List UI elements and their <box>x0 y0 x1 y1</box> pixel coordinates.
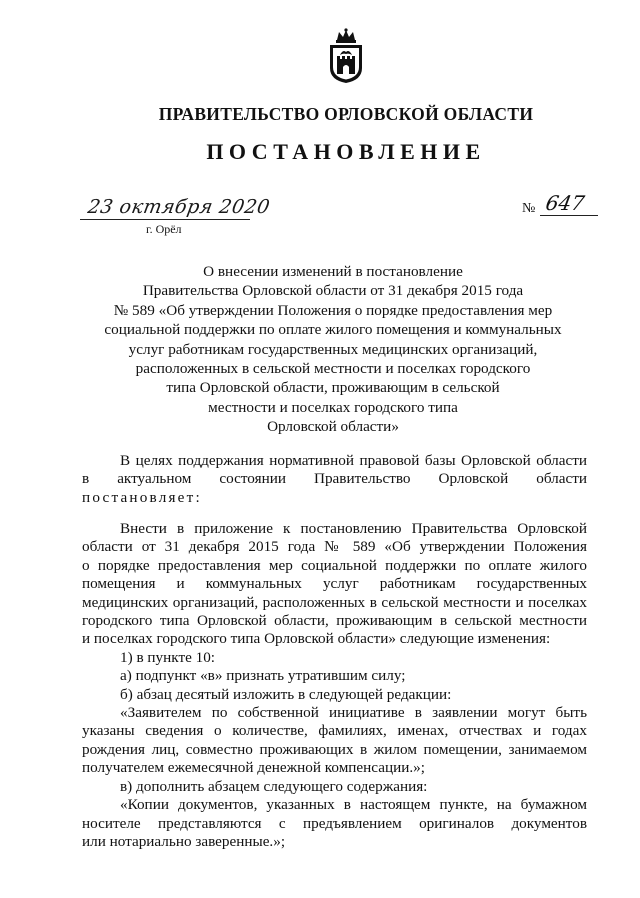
item-subpoint-a: а) подпункт «в» признать утратившим силу; <box>120 667 406 685</box>
handwritten-number: 647 <box>543 191 587 215</box>
paragraph-line: и поселках городского типа Орловской области» следующие изменения: <box>82 630 551 648</box>
document-type-title: ПОСТАНОВЛЕНИЕ <box>206 139 486 164</box>
handwritten-date: 23 октября 2020 <box>86 196 272 218</box>
date-underline <box>80 219 250 220</box>
paragraph-line: городского типа Орловской области, проживающим в сельской местности <box>82 612 587 630</box>
number-label: № <box>522 201 536 216</box>
preamble-paragraph <box>82 452 587 507</box>
paragraph-line: медицинских организаций, расположенных в сельской местности и поселках <box>82 593 587 611</box>
preamble-line: в актуальном состоянии Правительство Орловской области <box>82 470 587 488</box>
quote-line: «Заявителем по собственной инициативе в заявлении могут быть <box>120 704 587 722</box>
quote-line: указаны сведения о количестве, фамилиях, именах, отчествах и годах <box>82 722 587 740</box>
paragraph-line: о порядке предоставления мер социальной поддержки по оплате жилого <box>82 556 587 574</box>
subject-line: услуг работникам государственных медицинских организаций, <box>128 340 538 358</box>
item-subpoint-b: б) абзац десятый изложить в следующей редакции: <box>120 685 452 703</box>
quote-line: или нотариально заверенные.»; <box>82 832 286 850</box>
item-subpoint-v: в) дополнить абзацем следующего содержания: <box>120 777 428 795</box>
quote-line: носителе представляются с предъявлением оригиналов документов <box>82 814 587 832</box>
subject-line: Правительства Орловской области от 31 декабря 2015 года <box>142 282 524 300</box>
subject-line: Орловской области» <box>267 418 399 436</box>
preamble-line: постановляет: <box>82 488 202 506</box>
subject-line: № 589 «Об утверждении Положения о порядке предоставления мер <box>113 301 553 319</box>
number-underline <box>540 215 598 216</box>
quote-line: рождения лиц, совместно проживающих в жилом помещении, занимаемом <box>82 740 587 758</box>
subject-line: социальной поддержки по оплате жилого помещения и коммунальных <box>104 321 562 339</box>
paragraph-line: Внести в приложение к постановлению Правительства Орловской <box>120 520 587 537</box>
item-point-10: 1) в пункте 10: <box>120 648 216 666</box>
subject-line: расположенных в сельской местности и поселках городского <box>135 360 531 378</box>
city-label: г. Орёл <box>146 222 182 236</box>
government-title: ПРАВИТЕЛЬСТВО ОРЛОВСКОЙ ОБЛАСТИ <box>158 104 534 124</box>
preamble-line: В целях поддержания нормативной правовой базы Орловской области <box>120 452 587 469</box>
subject-line: О внесении изменений в постановление <box>203 263 463 280</box>
main-paragraph <box>82 520 587 851</box>
paragraph-line: области от 31 декабря 2015 года № 589 «Об утверждении Положения <box>82 538 587 556</box>
quote-line: «Копии документов, указанных в настоящем пункте, на бумажном <box>120 796 587 814</box>
paragraph-line: помещения и коммунальных услуг работникам государственных <box>82 575 587 593</box>
quote-line: получателем ежемесячной денежной компенсации.»; <box>82 759 425 777</box>
document-subject <box>0 262 640 437</box>
subject-line: местности и поселках городского типа <box>208 398 458 416</box>
coat-of-arms-emblem <box>325 28 367 84</box>
subject-line: типа Орловской области, проживающим в сельской <box>166 379 500 397</box>
